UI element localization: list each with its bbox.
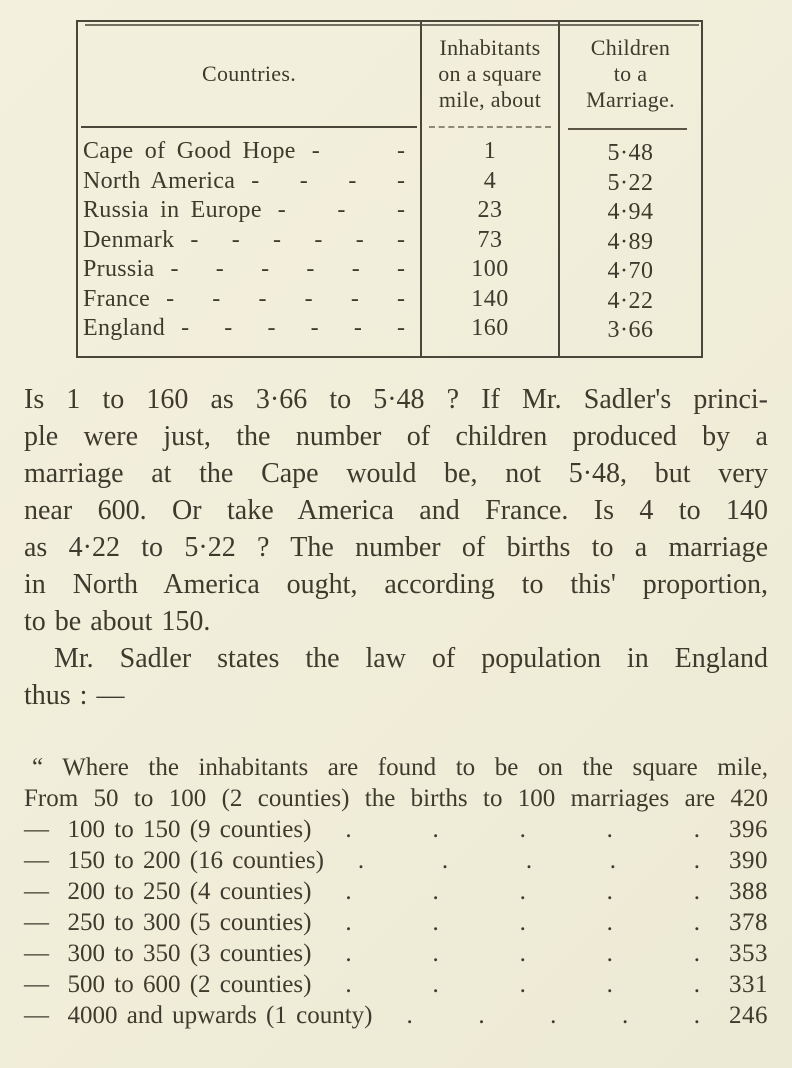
country-name: Prussia	[83, 256, 155, 282]
leader-dots: . . . . .	[345, 909, 700, 936]
range-label: — 4000 and upwards (1 county)	[24, 1002, 373, 1029]
density-rows	[422, 128, 558, 344]
births-value: 390	[729, 847, 768, 874]
header-label: Countries.	[201, 61, 297, 86]
country-name: England	[83, 315, 166, 341]
paragraph-sadler-principle	[24, 381, 768, 640]
country-name: North America	[83, 167, 236, 194]
dash-leaders: - - - - - -	[181, 315, 405, 341]
column-header-density	[422, 22, 558, 126]
density-value: 100	[471, 256, 509, 282]
quote-first-line: From 50 to 100 (2 counties) the births to 100 marriages are 420	[24, 785, 768, 812]
dash-leaders: - - - - - -	[190, 226, 405, 253]
leader-dots: . . . . .	[345, 940, 700, 967]
leader-dots: . . . . .	[345, 971, 700, 998]
country-name: Russia in Europe	[83, 197, 262, 223]
text-line: near 600. Or take America and France. Is 4 to 140	[24, 495, 768, 526]
header-line: on a square	[438, 61, 542, 86]
table-row	[78, 314, 420, 344]
quote-row	[24, 876, 768, 907]
text-line: to be about 150.	[24, 606, 211, 637]
leader-dots: . . . . .	[345, 878, 700, 905]
quote-row	[24, 1000, 768, 1031]
children-value: 5·22	[607, 169, 654, 196]
children-value: 3·66	[607, 317, 654, 343]
table-column-countries	[78, 22, 420, 356]
table-column-density	[420, 22, 558, 356]
quote-row	[24, 969, 768, 1000]
leader-dots: . . . . .	[406, 1002, 700, 1029]
quote-intro-line: “ Where the inhabitants are found to be on the square mile,	[32, 754, 768, 781]
children-value: 5·48	[607, 140, 654, 166]
density-value: 23	[477, 197, 503, 223]
table-row	[78, 285, 420, 315]
text-line: ple were just, the number of children produced by a	[24, 421, 768, 452]
country-rows	[78, 128, 420, 344]
children-value: 4·89	[607, 228, 654, 255]
text-line: in North America ought, according to this' proportion,	[24, 569, 768, 600]
quoted-statistics	[24, 752, 768, 1031]
dash-leaders: - - - - - -	[170, 256, 405, 282]
dash-leaders: - - - - - -	[166, 285, 405, 312]
births-value: 396	[729, 816, 768, 843]
dash-leaders: - - -	[277, 197, 405, 223]
density-value: 140	[471, 285, 509, 312]
table-row	[78, 196, 420, 226]
quote-row	[24, 845, 768, 876]
range-label: — 200 to 250 (4 counties)	[24, 878, 312, 905]
density-value: 73	[477, 226, 503, 253]
density-value: 160	[471, 315, 509, 341]
density-value: 4	[483, 167, 497, 194]
births-value: 378	[729, 909, 768, 936]
country-name: Denmark	[83, 226, 175, 253]
column-header-countries	[78, 22, 420, 126]
table-row	[78, 167, 420, 197]
column-header-children	[560, 22, 701, 126]
paragraph-sadler-law	[24, 640, 768, 714]
children-value: 4·94	[607, 199, 654, 225]
header-line: Children	[590, 35, 671, 60]
quote-row	[24, 938, 768, 969]
text-line: as 4·22 to 5·22 ? The number of births to a marriage	[24, 532, 768, 563]
population-table	[76, 20, 703, 358]
table-row	[78, 137, 420, 167]
children-value: 4·70	[607, 258, 654, 284]
header-line: Marriage.	[586, 87, 675, 112]
range-label: — 500 to 600 (2 counties)	[24, 971, 312, 998]
header-line: mile, about	[438, 87, 542, 112]
dash-leaders: - - - -	[251, 167, 405, 194]
country-name: France	[83, 285, 151, 312]
range-label: — 150 to 200 (16 counties)	[24, 847, 324, 874]
body-text	[24, 381, 768, 714]
children-value: 4·22	[607, 287, 654, 314]
leader-dots: . . . . .	[345, 816, 700, 843]
dash-leaders: - -	[311, 138, 405, 164]
country-name: Cape of Good Hope	[83, 138, 296, 164]
quote-row	[24, 907, 768, 938]
table-column-children	[558, 22, 701, 356]
range-label: — 300 to 350 (3 counties)	[24, 940, 312, 967]
text-line: thus : —	[24, 680, 125, 711]
header-line: to a	[613, 61, 648, 86]
children-rows	[560, 130, 701, 346]
table-row	[78, 255, 420, 285]
births-value: 246	[729, 1002, 768, 1029]
range-label: — 100 to 150 (9 counties)	[24, 816, 312, 843]
header-line: Inhabitants	[439, 35, 541, 60]
quote-row	[24, 814, 768, 845]
range-label: — 250 to 300 (5 counties)	[24, 909, 312, 936]
text-line: Mr. Sadler states the law of population in England	[54, 643, 768, 674]
births-value: 388	[729, 878, 768, 905]
births-value: 331	[729, 971, 768, 998]
table-row	[78, 226, 420, 256]
text-line: Is 1 to 160 as 3·66 to 5·48 ? If Mr. Sadler's princi-	[24, 384, 768, 415]
text-line: marriage at the Cape would be, not 5·48, but very	[24, 458, 768, 489]
density-value: 1	[483, 138, 497, 164]
leader-dots: . . . . .	[357, 847, 700, 874]
births-value: 353	[729, 940, 768, 967]
